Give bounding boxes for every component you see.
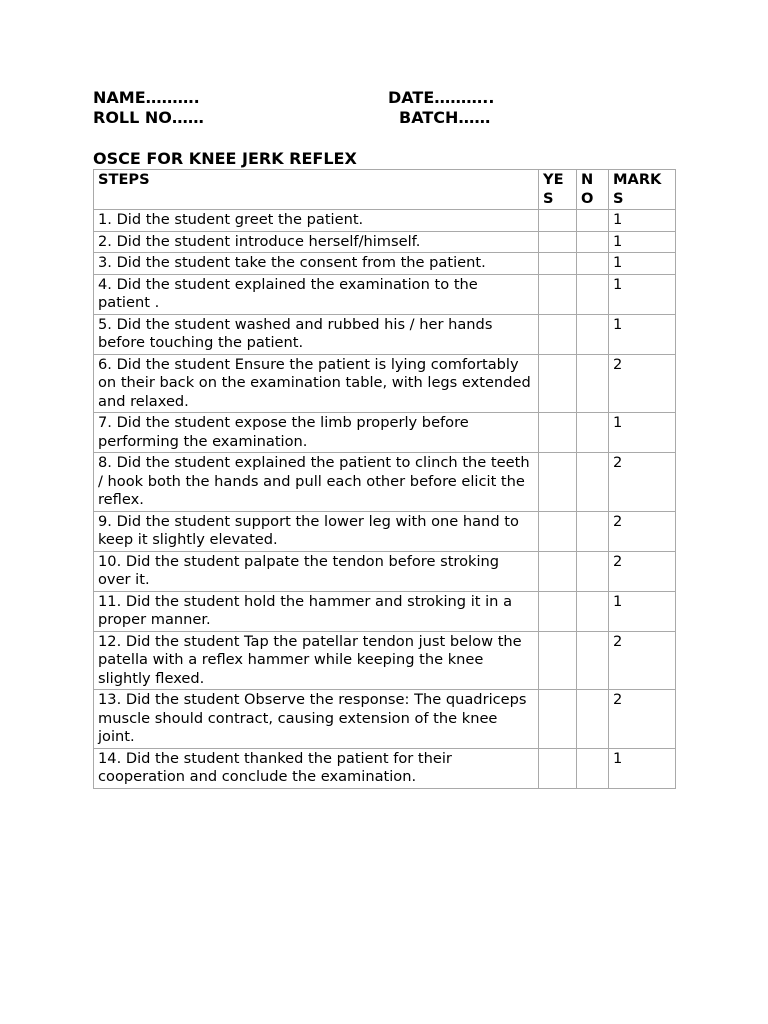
table-header-row [94, 170, 676, 210]
no-cell[interactable] [577, 253, 609, 275]
table-row [94, 210, 676, 232]
no-cell[interactable] [577, 354, 609, 413]
step-cell: 9. Did the student support the lower leg with one hand to keep it slightly elevated. [94, 511, 539, 551]
yes-cell[interactable] [539, 274, 577, 314]
marks-cell: 2 [609, 354, 676, 413]
marks-cell: 2 [609, 551, 676, 591]
table-row [94, 690, 676, 749]
step-cell: 10. Did the student palpate the tendon before stroking over it. [94, 551, 539, 591]
marks-cell: 1 [609, 274, 676, 314]
step-cell: 7. Did the student expose the limb properly before performing the examination. [94, 413, 539, 453]
step-cell: 3. Did the student take the consent from the patient. [94, 253, 539, 275]
table-row [94, 748, 676, 788]
yes-cell[interactable] [539, 231, 577, 253]
step-cell: 4. Did the student explained the examination to the patient . [94, 274, 539, 314]
marks-cell: 2 [609, 453, 676, 512]
step-cell: 5. Did the student washed and rubbed his / her hands before touching the patient. [94, 314, 539, 354]
step-cell: 2. Did the student introduce herself/himself. [94, 231, 539, 253]
name-field-label: NAME………. [93, 88, 200, 107]
osce-checklist-table [93, 169, 676, 789]
document-title: OSCE FOR KNEE JERK REFLEX [93, 149, 357, 168]
table-row [94, 591, 676, 631]
column-header-marks: MARKS [609, 170, 676, 210]
table-row [94, 253, 676, 275]
no-cell[interactable] [577, 631, 609, 690]
yes-cell[interactable] [539, 748, 577, 788]
table-row [94, 551, 676, 591]
marks-cell: 1 [609, 748, 676, 788]
column-header-steps: STEPS [94, 170, 539, 210]
table-row [94, 453, 676, 512]
yes-cell[interactable] [539, 413, 577, 453]
table-row [94, 231, 676, 253]
column-header-no: NO [577, 170, 609, 210]
no-cell[interactable] [577, 748, 609, 788]
table-row [94, 511, 676, 551]
step-cell: 14. Did the student thanked the patient for their cooperation and conclude the examination. [94, 748, 539, 788]
yes-cell[interactable] [539, 253, 577, 275]
step-cell: 13. Did the student Observe the response: The quadriceps muscle should contract, causing extension of the knee joint. [94, 690, 539, 749]
yes-cell[interactable] [539, 690, 577, 749]
no-cell[interactable] [577, 453, 609, 512]
step-cell: 12. Did the student Tap the patellar tendon just below the patella with a reflex hammer while keeping the knee slightly flexed. [94, 631, 539, 690]
yes-cell[interactable] [539, 591, 577, 631]
marks-cell: 1 [609, 314, 676, 354]
no-cell[interactable] [577, 511, 609, 551]
marks-cell: 2 [609, 631, 676, 690]
yes-cell[interactable] [539, 551, 577, 591]
no-cell[interactable] [577, 413, 609, 453]
no-cell[interactable] [577, 314, 609, 354]
table-body [94, 210, 676, 789]
table-row [94, 354, 676, 413]
yes-cell[interactable] [539, 631, 577, 690]
table-row [94, 631, 676, 690]
yes-cell[interactable] [539, 314, 577, 354]
marks-cell: 1 [609, 253, 676, 275]
marks-cell: 1 [609, 413, 676, 453]
date-field-label: DATE……….. [388, 88, 495, 107]
marks-cell: 1 [609, 210, 676, 232]
step-cell: 11. Did the student hold the hammer and stroking it in a proper manner. [94, 591, 539, 631]
roll-no-field-label: ROLL NO…… [93, 108, 204, 127]
no-cell[interactable] [577, 551, 609, 591]
yes-cell[interactable] [539, 354, 577, 413]
step-cell: 1. Did the student greet the patient. [94, 210, 539, 232]
table-row [94, 413, 676, 453]
table-row [94, 274, 676, 314]
yes-cell[interactable] [539, 511, 577, 551]
step-cell: 6. Did the student Ensure the patient is lying comfortably on their back on the examination table, with legs extended and relaxed. [94, 354, 539, 413]
no-cell[interactable] [577, 231, 609, 253]
no-cell[interactable] [577, 591, 609, 631]
column-header-yes: YES [539, 170, 577, 210]
no-cell[interactable] [577, 210, 609, 232]
marks-cell: 2 [609, 511, 676, 551]
table-row [94, 314, 676, 354]
no-cell[interactable] [577, 274, 609, 314]
batch-field-label: BATCH…… [399, 108, 491, 127]
yes-cell[interactable] [539, 453, 577, 512]
no-cell[interactable] [577, 690, 609, 749]
marks-cell: 1 [609, 591, 676, 631]
marks-cell: 2 [609, 690, 676, 749]
yes-cell[interactable] [539, 210, 577, 232]
step-cell: 8. Did the student explained the patient to clinch the teeth / hook both the hands and pull each other before elicit the reflex. [94, 453, 539, 512]
marks-cell: 1 [609, 231, 676, 253]
